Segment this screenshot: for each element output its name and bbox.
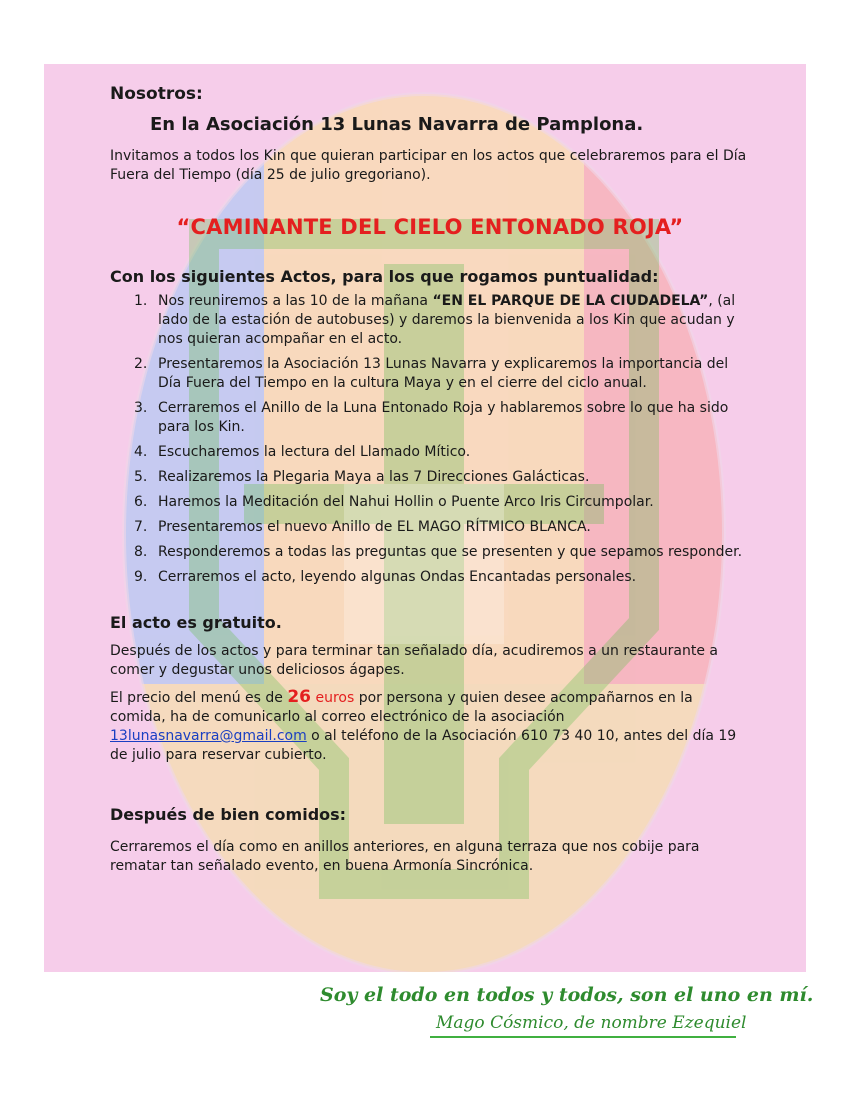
item-number: 4. <box>134 444 148 460</box>
item-number: 5. <box>134 469 148 485</box>
item-text: Presentaremos la Asociación 13 Lunas Navarra y explicaremos la importancia del Día Fuera del Tiempo en la cultura Maya y en el cierre del ciclo anual. <box>158 356 729 391</box>
price-amount: 26 <box>287 687 312 707</box>
list-item <box>110 518 750 537</box>
item-text: Cerraremos el acto, leyendo algunas Ondas Encantadas personales. <box>158 569 637 585</box>
item-number: 8. <box>134 544 148 560</box>
item-text: Escucharemos la lectura del Llamado Mítico. <box>158 444 471 460</box>
intro-paragraph: Invitamos a todos los Kin que quieran participar en los actos que celebraremos para el Día Fuera del Tiempo (día 25 de julio gregoriano). <box>110 148 747 183</box>
item-number: 2. <box>134 356 148 372</box>
item-text: Nos reuniremos a las 10 de la mañana <box>158 293 433 309</box>
footer-motto: Soy el todo en todos y todos, son el uno en mí. <box>320 984 814 1006</box>
item-text: Cerraremos el Anillo de la Luna Entonado Roja y hablaremos sobre lo que ha sido para los Kin. <box>158 400 729 435</box>
item-text: Presentaremos el nuevo Anillo de EL MAGO RÍTMICO BLANCA. <box>158 519 591 535</box>
list-item <box>110 443 750 462</box>
closing-paragraph: Cerraremos el día como en anillos anteriores, en alguna terraza que nos cobije para rematar tan señalado evento, en buena Armonía Sincrónica. <box>110 839 700 874</box>
acts-heading: Con los siguientes Actos, para los que rogamos puntualidad: <box>110 267 659 286</box>
list-item <box>110 568 750 587</box>
after-lunch-heading: Después de bien comidos: <box>110 805 347 824</box>
list-item <box>110 543 750 562</box>
after-acts-paragraph: Después de los actos y para terminar tan señalado día, acudiremos a un restaurante a comer y degustar unos deliciosos ágapes. <box>110 643 718 678</box>
organization-title: En la Asociación 13 Lunas Navarra de Pamplona. <box>150 114 644 135</box>
acts-list <box>110 292 750 587</box>
list-item <box>110 355 750 393</box>
flyer-panel <box>44 64 806 972</box>
flyer-content <box>110 84 750 876</box>
email-link[interactable]: 13lunasnavarra@gmail.com <box>110 728 307 744</box>
price-paragraph <box>110 688 750 765</box>
footer-signature: Mago Cósmico, de nombre Ezequiel <box>436 1013 747 1033</box>
item-text: Realizaremos la Plegaria Maya a las 7 Direcciones Galácticas. <box>158 469 590 485</box>
item-number: 9. <box>134 569 148 585</box>
item-text: , (al lado de la estación de autobuses) y daremos la bienvenida a los Kin que acudan y nos quieran acompañar en el acto. <box>158 293 736 347</box>
item-text: Haremos la Meditación del Nahui Hollin o Puente Arco Iris Circumpolar. <box>158 494 654 510</box>
item-number: 7. <box>134 519 148 535</box>
item-number: 6. <box>134 494 148 510</box>
list-item <box>110 493 750 512</box>
signature-underline <box>430 1036 736 1038</box>
free-event-heading: El acto es gratuito. <box>110 613 282 632</box>
list-item <box>110 292 750 349</box>
item-bold-text: “EN EL PARQUE DE LA CIUDADELA” <box>432 293 709 309</box>
price-text: El precio del menú es de <box>110 690 288 706</box>
item-number: 3. <box>134 400 148 416</box>
event-title: “CAMINANTE DEL CIELO ENTONADO ROJA” <box>176 215 684 239</box>
item-text: Responderemos a todas las preguntas que se presenten y que sepamos responder. <box>158 544 743 560</box>
item-number: 1. <box>134 293 148 309</box>
price-text: o al teléfono de la Asociación 610 73 40 10, antes del día 19 de julio para reservar cubierto. <box>110 728 737 763</box>
price-text: por persona y quien desee acompañarnos en la comida, ha de comunicarlo al correo electrónico de la asociación <box>110 690 693 725</box>
price-currency: euros <box>311 690 355 706</box>
heading: Nosotros: <box>110 84 203 104</box>
list-item <box>110 468 750 487</box>
list-item <box>110 399 750 437</box>
